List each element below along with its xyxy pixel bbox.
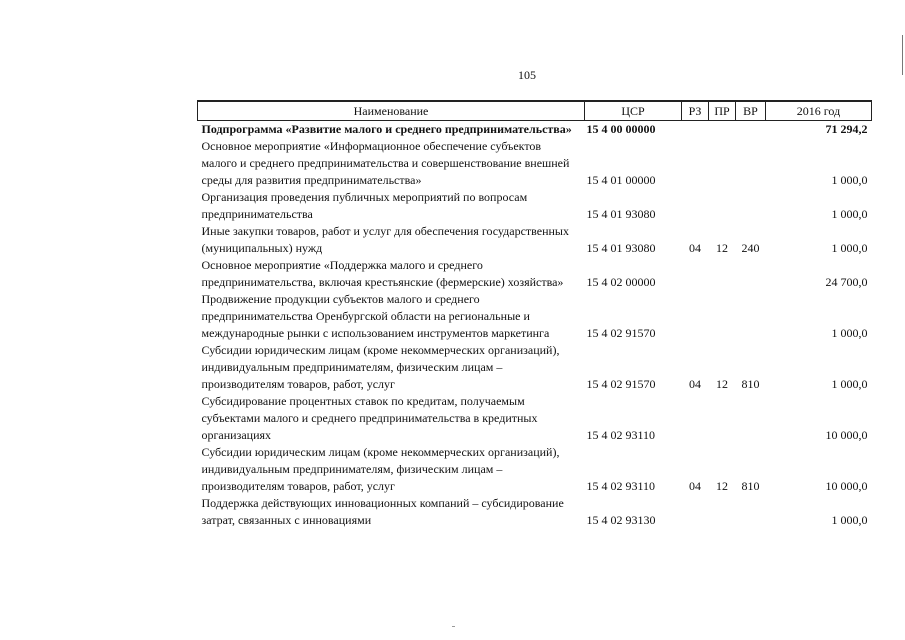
- row-pr: [709, 393, 736, 444]
- row-csr: 15 4 01 93080: [586, 241, 656, 255]
- row-sum: 24 700,0: [825, 275, 868, 289]
- row-name: Субсидирование процентных ставок по кредитам, получаемым субъектами малого и среднего предпринимательства в кредитных организациях: [201, 394, 538, 442]
- page-number: 105: [518, 68, 536, 82]
- row-sum: 10 000,0: [825, 479, 868, 493]
- row-csr: 15 4 00 00000: [586, 122, 656, 136]
- row-sum: 71 294,2: [825, 122, 868, 136]
- table-row: [198, 393, 872, 444]
- table-row: [198, 138, 872, 189]
- row-rz: 04: [689, 377, 701, 391]
- row-sum: 1 000,0: [831, 377, 868, 391]
- row-vr: [736, 393, 766, 444]
- row-csr: 15 4 02 91570: [586, 326, 656, 340]
- table-row: [198, 495, 872, 529]
- row-name: Основное мероприятие «Поддержка малого и среднего предпринимательства, включая крестьянские (фермерские) хозяйства»: [201, 258, 564, 289]
- row-pr: [709, 121, 736, 139]
- row-rz: [682, 393, 709, 444]
- row-sum: 1 000,0: [831, 207, 868, 221]
- table-row: [198, 189, 872, 223]
- row-rz: [682, 138, 709, 189]
- table-row: [198, 257, 872, 291]
- row-pr: [709, 257, 736, 291]
- row-name: Субсидии юридическим лицам (кроме некоммерческих организаций), индивидуальным предпринимателям, физическим лицам – производителям товаров, работ, услуг: [201, 343, 560, 391]
- row-name: Продвижение продукции субъектов малого и среднего предпринимательства Оренбургской области на региональные и международные рынки с использованием инструментов маркетинга: [201, 292, 550, 340]
- row-csr: 15 4 02 93130: [586, 513, 656, 527]
- row-csr: 15 4 02 93110: [586, 428, 656, 442]
- row-vr: [736, 121, 766, 139]
- row-vr: [736, 138, 766, 189]
- row-name: Основное мероприятие «Информационное обеспечение субъектов малого и среднего предпринимательства и совершенствование внешней среды для развития предпринимательства»: [201, 139, 570, 187]
- row-vr: 810: [741, 479, 760, 493]
- row-pr: 12: [716, 241, 728, 255]
- row-vr: [736, 291, 766, 342]
- row-rz: 04: [689, 241, 701, 255]
- row-csr: 15 4 01 93080: [586, 207, 656, 221]
- row-name: Субсидии юридическим лицам (кроме некоммерческих организаций), индивидуальным предпринимателям, физическим лицам – производителям товаров, работ, услуг: [201, 445, 560, 493]
- row-csr: 15 4 02 91570: [586, 377, 656, 391]
- row-name: Иные закупки товаров, работ и услуг для обеспечения государственных (муниципальных) нужд: [201, 224, 569, 255]
- header-row: [198, 101, 872, 121]
- header-name: Наименование: [198, 101, 585, 121]
- row-csr: 15 4 01 00000: [586, 173, 656, 187]
- table-row: [198, 223, 872, 257]
- row-vr: [736, 257, 766, 291]
- row-rz: [682, 495, 709, 529]
- row-sum: 1 000,0: [831, 326, 868, 340]
- row-name: Поддержка действующих инновационных компаний – субсидирование затрат, связанных с инновациями: [201, 496, 564, 527]
- row-rz: [682, 291, 709, 342]
- scan-margin-line: [902, 35, 903, 75]
- table-row: [198, 444, 872, 495]
- budget-table: [197, 100, 872, 529]
- row-sum: 1 000,0: [831, 513, 868, 527]
- scan-bottom-mark: [452, 626, 455, 627]
- row-pr: [709, 138, 736, 189]
- table-header: [198, 101, 872, 121]
- header-sum: 2016 год: [766, 101, 872, 121]
- row-sum: 1 000,0: [831, 173, 868, 187]
- row-pr: [709, 189, 736, 223]
- header-vr: ВР: [736, 101, 766, 121]
- row-name: Подпрограмма «Развитие малого и среднего предпринимательства»: [201, 122, 572, 136]
- row-rz: [682, 257, 709, 291]
- row-vr: [736, 189, 766, 223]
- header-rz: РЗ: [682, 101, 709, 121]
- table-row: [198, 291, 872, 342]
- row-csr: 15 4 02 00000: [586, 275, 656, 289]
- row-rz: [682, 189, 709, 223]
- row-name: Организация проведения публичных мероприятий по вопросам предпринимательства: [201, 190, 528, 221]
- header-pr: ПР: [709, 101, 736, 121]
- table-row: [198, 342, 872, 393]
- row-sum: 10 000,0: [825, 428, 868, 442]
- row-rz: [682, 121, 709, 139]
- table-body: [198, 121, 872, 530]
- row-pr: 12: [716, 377, 728, 391]
- row-pr: 12: [716, 479, 728, 493]
- header-csr: ЦСР: [585, 101, 682, 121]
- row-csr: 15 4 02 93110: [586, 479, 656, 493]
- table-row: [198, 121, 872, 139]
- row-pr: [709, 495, 736, 529]
- row-rz: 04: [689, 479, 701, 493]
- row-vr: 240: [741, 241, 760, 255]
- row-pr: [709, 291, 736, 342]
- row-vr: 810: [741, 377, 760, 391]
- row-sum: 1 000,0: [831, 241, 868, 255]
- row-vr: [736, 495, 766, 529]
